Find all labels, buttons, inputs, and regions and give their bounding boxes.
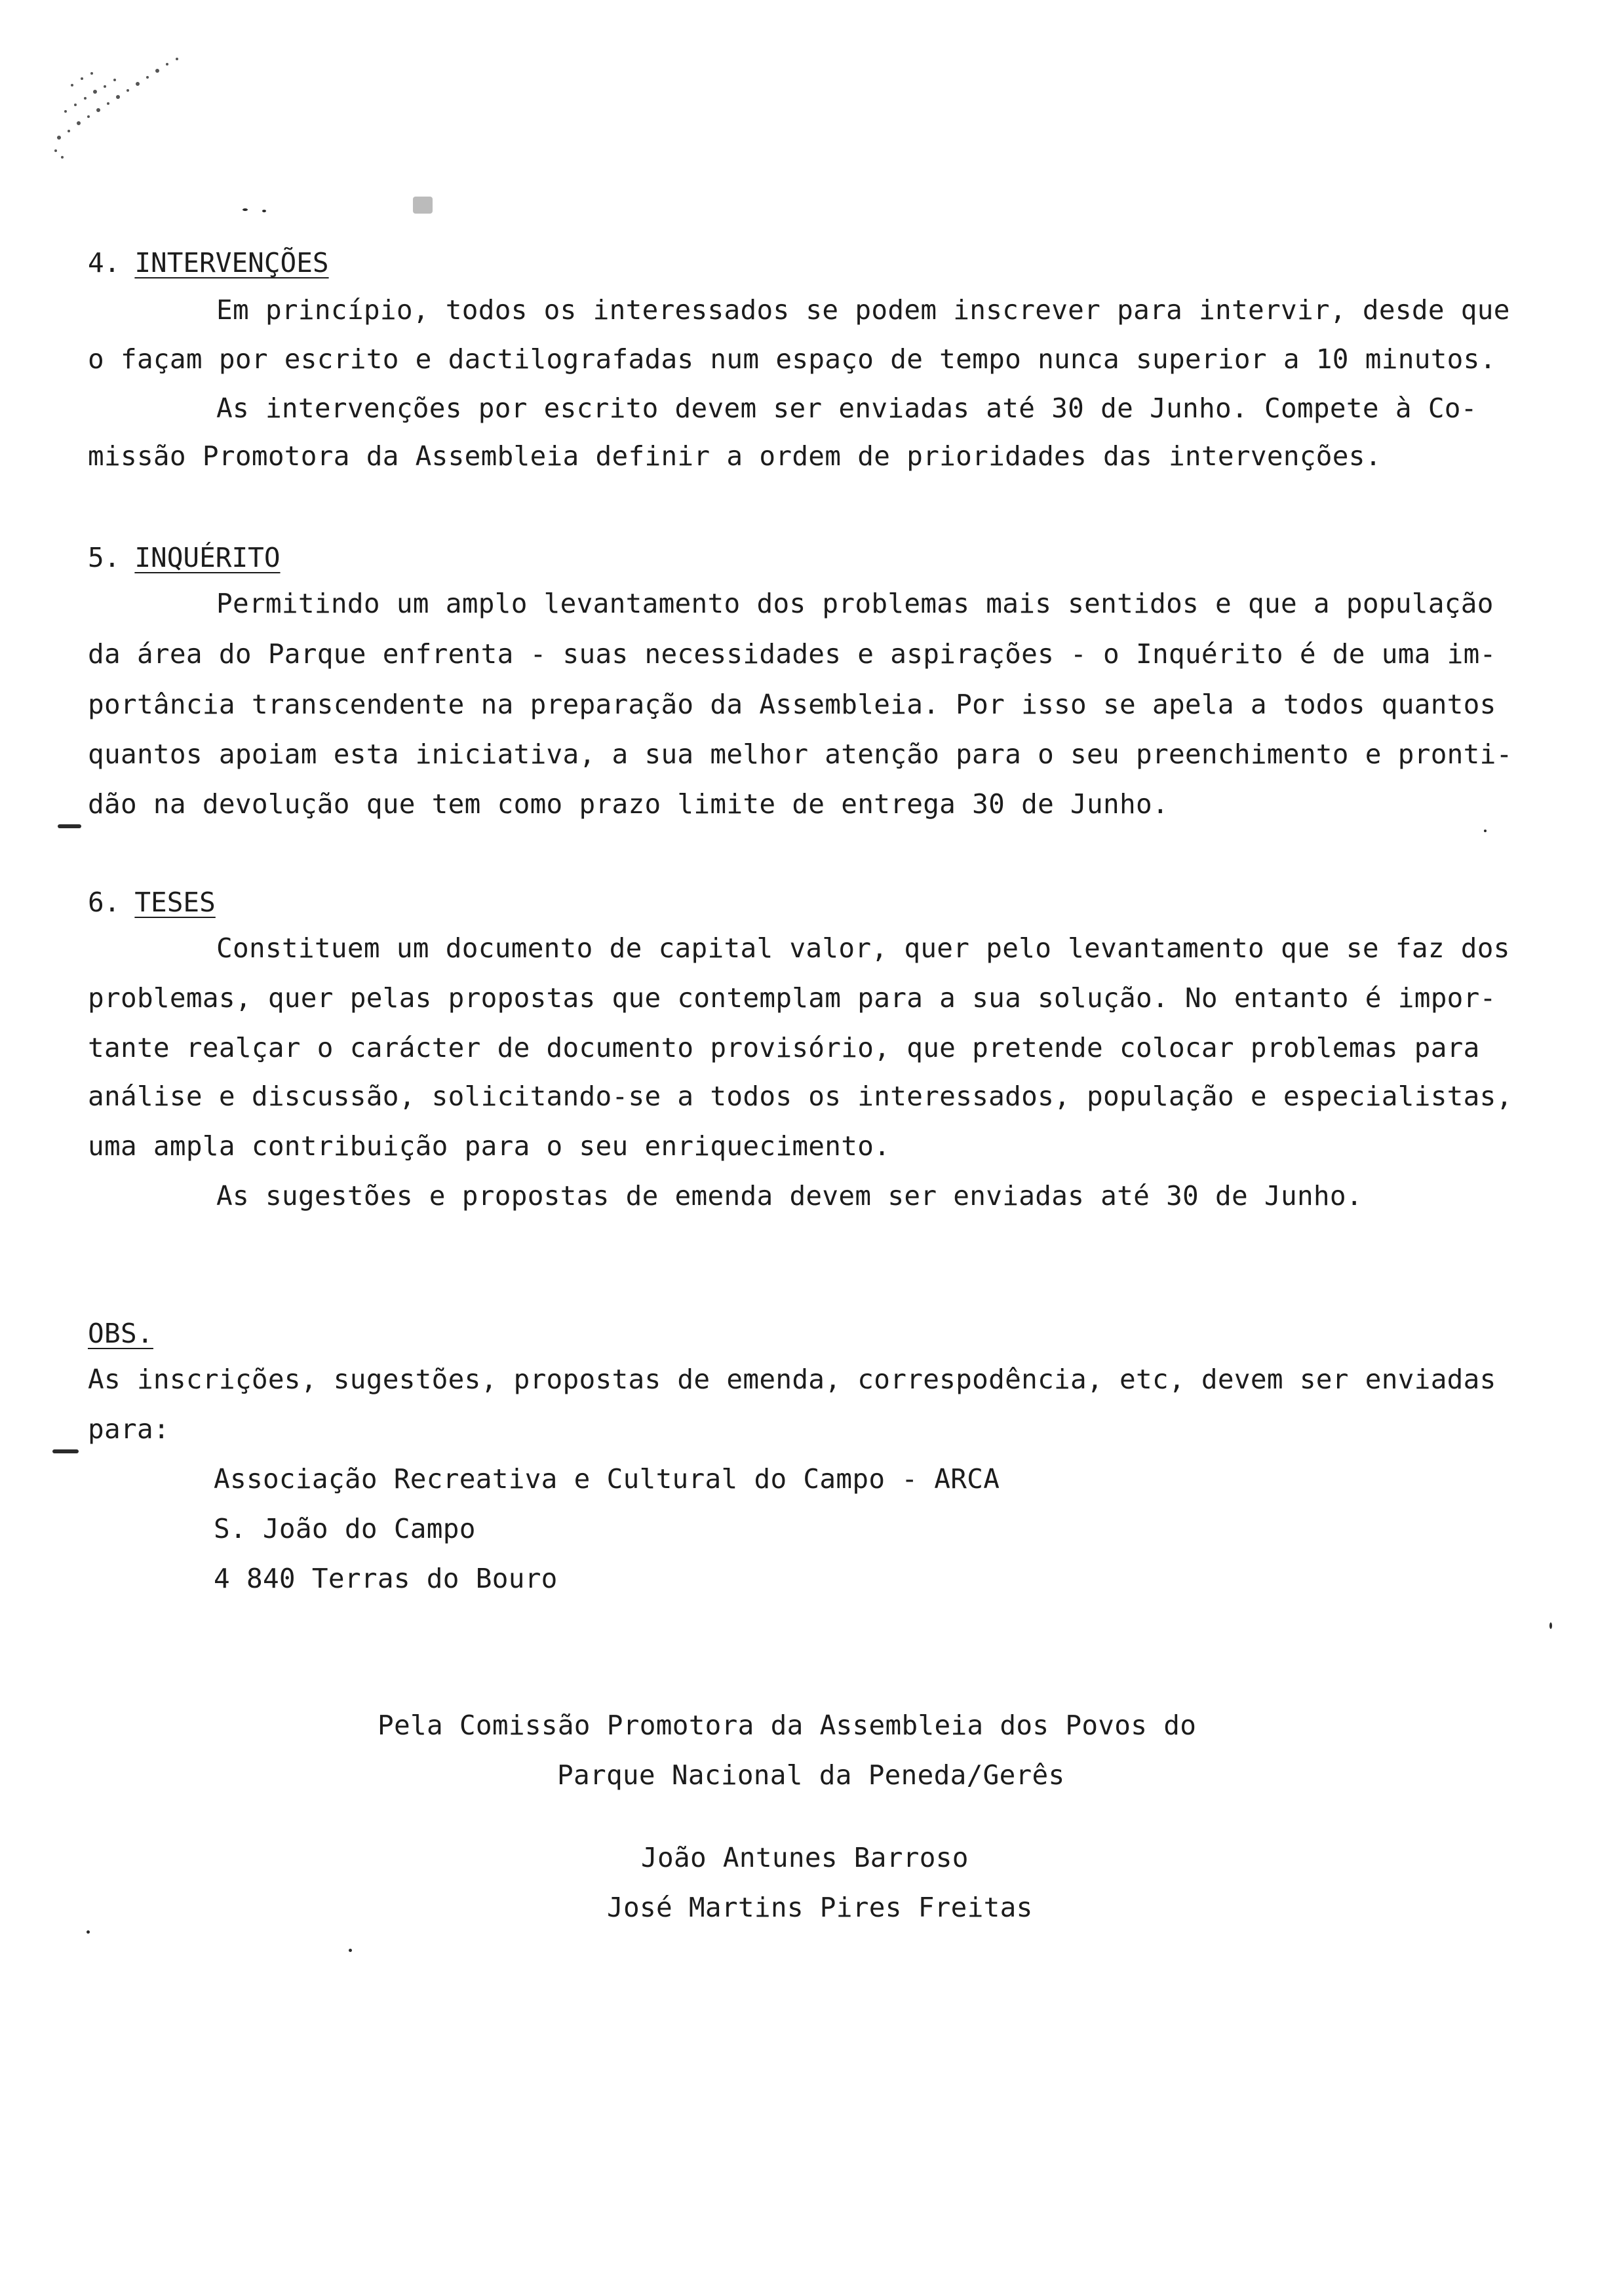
section-number: 6. (88, 887, 121, 918)
scan-artifact (39, 39, 197, 170)
section-4-heading (88, 246, 329, 279)
paragraph-line: dão na devolução que tem como prazo limite de entrega 30 de Junho. (88, 788, 1169, 820)
address-line: S. João do Campo (214, 1513, 476, 1544)
address-line: Associação Recreativa e Cultural do Campo - ARCA (214, 1463, 1000, 1495)
paragraph-line: problemas, quer pelas propostas que contemplam para a sua solução. No entanto é impor- (88, 982, 1496, 1014)
paragraph-line: Em princípio, todos os interessados se podem inscrever para intervir, desde que (216, 294, 1510, 326)
section-title: TESES (134, 887, 216, 918)
paragraph-line: análise e discussão, solicitando-se a todos os interessados, população e especialistas, (88, 1081, 1513, 1112)
signature-line: Pela Comissão Promotora da Assembleia dos Povos do (378, 1710, 1197, 1741)
scan-speck (349, 1949, 352, 1952)
address-line: 4 840 Terras do Bouro (214, 1563, 558, 1594)
scan-speck (52, 1449, 79, 1453)
section-6-heading (88, 886, 216, 919)
obs-label: OBS. (88, 1318, 153, 1349)
scan-speck (87, 1930, 90, 1934)
scan-speck (1484, 830, 1487, 832)
scan-speck (262, 210, 266, 212)
paragraph-line: da área do Parque enfrenta - suas necessidades e aspirações - o Inquérito é de uma im- (88, 638, 1496, 670)
paragraph-line: quantos apoiam esta iniciativa, a sua melhor atenção para o seu preenchimento e pronti- (88, 738, 1513, 770)
paragraph-line: As inscrições, sugestões, propostas de emenda, correspodência, etc, devem ser enviadas (88, 1364, 1496, 1395)
scan-speck (58, 824, 81, 828)
paragraph-line: uma ampla contribuição para o seu enriquecimento. (88, 1130, 891, 1162)
paragraph-line: portância transcendente na preparação da Assembleia. Por isso se apela a todos quantos (88, 689, 1496, 720)
paragraph-line: tante realçar o carácter de documento provisório, que pretende colocar problemas para (88, 1032, 1480, 1063)
signature-line: Parque Nacional da Peneda/Gerês (557, 1759, 1065, 1791)
paragraph-line: missão Promotora da Assembleia definir a ordem de prioridades das intervenções. (88, 440, 1382, 472)
paragraph-line: Constituem um documento de capital valor, quer pelo levantamento que se faz dos (216, 932, 1510, 964)
signatory-name: João Antunes Barroso (641, 1842, 969, 1873)
paragraph-line: As sugestões e propostas de emenda devem ser enviadas até 30 de Junho. (216, 1180, 1363, 1212)
scan-speck (413, 197, 433, 214)
paragraph-line: Permitindo um amplo levantamento dos problemas mais sentidos e que a população (216, 588, 1494, 619)
paragraph-line: As intervenções por escrito devem ser enviadas até 30 de Junho. Compete à Co- (216, 392, 1477, 424)
scan-speck (1549, 1622, 1552, 1629)
signatory-name: José Martins Pires Freitas (607, 1892, 1033, 1923)
paragraph-line: o façam por escrito e dactilografadas num espaço de tempo nunca superior a 10 minutos. (88, 343, 1496, 375)
section-number: 5. (88, 542, 121, 573)
scan-speck (243, 208, 248, 211)
section-number: 4. (88, 247, 121, 278)
section-title: INTERVENÇÕES (134, 247, 329, 278)
paragraph-line: para: (88, 1413, 170, 1445)
section-5-heading (88, 541, 281, 574)
obs-heading (88, 1317, 153, 1350)
section-title: INQUÉRITO (134, 542, 281, 573)
